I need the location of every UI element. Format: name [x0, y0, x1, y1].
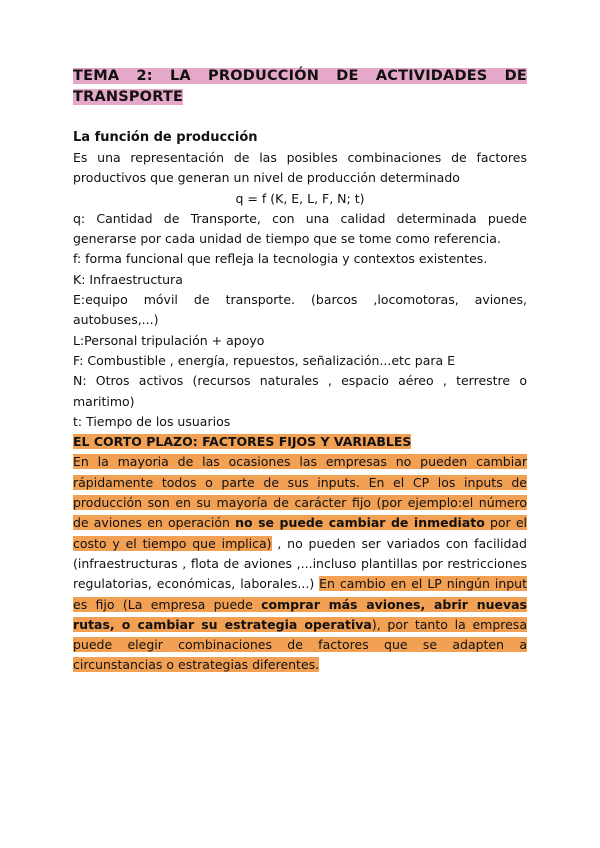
definition-paragraph: Es una representación de las posibles combinaciones de factores productivos que generan un nivel de producción determinado — [73, 150, 527, 186]
highlight-long-run: En cambio en el LP ningún input es fijo (La empresa puede comprar más aviones, abrir nuevas rutas, o cambiar su estrategia operativa), por tanto la empresa puede elegir combinaciones de factores que se adapten a circunstancias o estrategias diferentes. — [73, 576, 527, 673]
definition-q: q: Cantidad de Transporte, con una calidad determinada puede generarse por cada unidad de tiempo que se tome como referencia. — [73, 210, 527, 247]
definition-n: N: Otros activos (recursos naturales , espacio aéreo , terrestre o maritimo) — [73, 373, 527, 409]
definition-f-fuel: F: Combustible , energía, repuestos, señalización...etc para E — [73, 352, 456, 368]
short-run-paragraph: En la mayoria de las ocasiones las empresas no pueden cambiar rápidamente todos o parte de sus inputs. En el CP los inputs de producción son en su mayoría de carácter fijo (por ejemplo:el número de aviones en operación no se puede cambiar de inmediato por el costo y el tiempo que implica) , no pueden ser variados con facilidad (infraestructuras , flota de aviones ,...incluso plantillas por restricciones regulatorias, económicas, laborales...) En cambio en el LP ningún input es fijo (La empresa puede comprar más aviones, abrir nuevas rutas, o cambiar su estrategia operativa), por tanto la empresa puede elegir combinaciones de factores que se adapten a circunstancias o estrategias diferentes. — [73, 454, 527, 673]
definition-k: K: Infraestructura — [73, 271, 183, 287]
definition-f: f: forma funcional que refleja la tecnologia y contextos existentes. — [73, 251, 488, 267]
definition-t: t: Tiempo de los usuarios — [73, 413, 231, 429]
production-formula: q = f (K, E, L, F, N; t) — [235, 190, 365, 206]
document-title: TEMA 2: LA PRODUCCIÓN DE ACTIVIDADES DE TRANSPORTE — [73, 68, 527, 105]
section-heading-production-function: La función de producción — [73, 130, 258, 145]
section-heading-short-run: EL CORTO PLAZO: FACTORES FIJOS Y VARIABLES — [73, 434, 412, 450]
document-content — [73, 66, 527, 676]
highlight-short-run: En la mayoria de las ocasiones las empresas no pueden cambiar rápidamente todos o parte de sus inputs. En el CP los inputs de producción son en su mayoría de carácter fijo (por ejemplo:el número de aviones en operación no se puede cambiar de inmediato por el costo y el tiempo que implica) — [73, 454, 527, 551]
definition-e: E:equipo móvil de transporte. (barcos ,locomotoras, aviones, autobuses,...) — [73, 292, 527, 328]
definition-l: L:Personal tripulación + apoyo — [73, 332, 265, 348]
